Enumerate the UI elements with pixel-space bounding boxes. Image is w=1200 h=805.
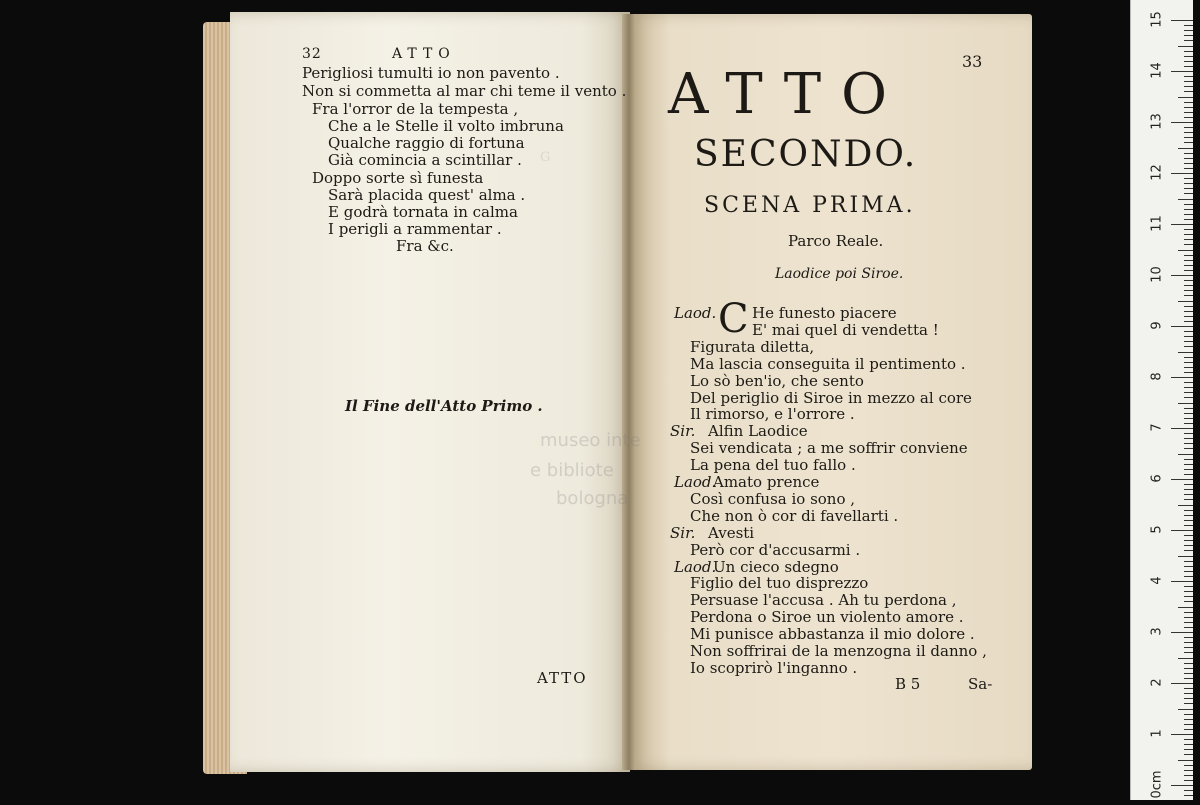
watermark-line1: museo inte (540, 430, 641, 451)
ruler-tick (1178, 301, 1193, 302)
ruler-tick (1184, 714, 1193, 715)
ruler-tick (1184, 66, 1193, 67)
ruler-tick (1184, 535, 1193, 536)
ruler-tick (1184, 739, 1193, 740)
ruler-tick (1184, 117, 1193, 118)
ruler-tick (1184, 280, 1193, 281)
ruler-tick (1184, 306, 1193, 307)
ruler-tick (1184, 357, 1193, 358)
ruler-tick (1184, 790, 1193, 791)
ruler-tick (1171, 275, 1193, 276)
ruler-tick (1178, 250, 1193, 251)
ruler-tick (1178, 556, 1193, 557)
ruler-tick (1184, 362, 1193, 363)
ruler-label: 5 (1149, 525, 1165, 534)
measuring-ruler (1130, 0, 1193, 800)
dialogue-line: Mi punisce abbastanza il mio dolore . (690, 625, 975, 644)
ruler-tick (1184, 51, 1193, 52)
ruler-tick (1184, 346, 1193, 347)
speaker-label: Laod. (674, 557, 717, 576)
ruler-tick (1184, 56, 1193, 57)
ruler-tick (1171, 683, 1193, 684)
ruler-tick (1184, 76, 1193, 77)
scene-setting: Parco Reale. (788, 232, 884, 250)
ruler-tick (1184, 586, 1193, 587)
verse-line: I perigli a rammentar . (328, 220, 502, 238)
dialogue-line: Figlio del tuo disprezzo (690, 574, 869, 593)
ruler-label: 10 (1149, 266, 1165, 283)
ruler-tick (1184, 290, 1193, 291)
ruler-tick (1184, 678, 1193, 679)
ruler-label: 11 (1149, 215, 1165, 232)
ruler-tick (1184, 647, 1193, 648)
dialogue-line: Alfin Laodice (708, 422, 808, 441)
ruler-tick (1184, 244, 1193, 245)
ruler-tick (1184, 459, 1193, 460)
ruler-tick (1184, 397, 1193, 398)
watermark-line2: e bibliote (530, 460, 614, 481)
ruler-tick (1184, 576, 1193, 577)
ruler-tick (1184, 102, 1193, 103)
ruler-tick (1184, 311, 1193, 312)
ruler-tick (1184, 255, 1193, 256)
ruler-label: 14 (1149, 62, 1165, 79)
ruler-tick (1178, 46, 1193, 47)
ruler-tick (1184, 652, 1193, 653)
ruler-tick (1178, 658, 1193, 659)
verse-line: Già comincia a scintillar . (328, 151, 522, 169)
dialogue-line: Però cor d'accusarmi . (690, 540, 861, 559)
ruler-tick (1171, 122, 1193, 123)
left-page-number: 32 (302, 46, 322, 62)
ruler-tick (1184, 754, 1193, 755)
ruler-tick (1178, 454, 1193, 455)
ruler-tick (1184, 515, 1193, 516)
ruler-tick (1184, 724, 1193, 725)
ruler-tick (1184, 25, 1193, 26)
ruler-label: 3 (1149, 627, 1165, 636)
show-through-text: G (540, 150, 551, 165)
ruler-tick (1171, 632, 1193, 633)
dialogue-line: Sei vendicata ; a me soffrir conviene (690, 439, 968, 458)
ruler-tick (1184, 617, 1193, 618)
ruler-tick (1171, 734, 1193, 735)
ruler-tick (1184, 408, 1193, 409)
ruler-tick (1178, 505, 1193, 506)
ruler-tick (1171, 326, 1193, 327)
ruler-tick (1184, 596, 1193, 597)
ruler-tick (1184, 545, 1193, 546)
watermark-line3: bologna (556, 488, 629, 509)
scene-title: SCENA PRIMA. (704, 193, 916, 218)
verse-line: Qualche raggio di fortuna (328, 134, 525, 152)
ruler-tick (1184, 571, 1193, 572)
ruler-tick (1184, 40, 1193, 41)
verse-line: Sarà placida quest' alma . (328, 186, 526, 204)
ruler-tick (1184, 127, 1193, 128)
ruler-label: 2 (1149, 678, 1165, 687)
dialogue-line: Che non ò cor di favellarti . (690, 506, 899, 525)
ruler-label: 4 (1149, 576, 1165, 585)
ruler-tick (1184, 86, 1193, 87)
ruler-tick (1184, 464, 1193, 465)
dialogue-line: Il rimorso, e l'orrore . (690, 405, 855, 424)
left-catchword: ATTO (537, 669, 588, 687)
ruler-tick (1184, 510, 1193, 511)
ruler-tick (1184, 336, 1193, 337)
dialogue-line: Così confusa io sono , (690, 489, 856, 508)
act-subtitle: SECONDO. (694, 134, 918, 175)
dialogue-line: Avesti (708, 523, 755, 542)
ruler-tick (1184, 112, 1193, 113)
ruler-tick (1184, 484, 1193, 485)
ruler-tick (1178, 607, 1193, 608)
ruler-tick (1184, 321, 1193, 322)
ruler-tick (1184, 540, 1193, 541)
ruler-tick (1184, 693, 1193, 694)
ruler-tick (1171, 479, 1193, 480)
ruler-tick (1184, 499, 1193, 500)
ruler-label: 1 (1149, 729, 1165, 738)
ruler-tick (1178, 199, 1193, 200)
ruler-tick (1178, 709, 1193, 710)
dialogue-line: He funesto piacere (752, 304, 897, 322)
dialogue-line: E' mai quel di vendetta ! (752, 320, 939, 339)
ruler-tick (1184, 525, 1193, 526)
speaker-label: Sir. (670, 422, 696, 441)
ruler-tick (1184, 423, 1193, 424)
ruler-label: 8 (1149, 372, 1165, 381)
ruler-tick (1184, 61, 1193, 62)
ruler-label: 13 (1149, 113, 1165, 130)
ruler-tick (1184, 387, 1193, 388)
ruler-tick (1184, 316, 1193, 317)
ruler-tick (1184, 178, 1193, 179)
ruler-tick (1184, 137, 1193, 138)
ruler-tick (1184, 688, 1193, 689)
ruler-tick (1184, 265, 1193, 266)
ruler-tick (1184, 719, 1193, 720)
ruler-tick (1171, 428, 1193, 429)
ruler-tick (1184, 601, 1193, 602)
ruler-label: 7 (1149, 423, 1165, 432)
ruler-tick (1184, 367, 1193, 368)
drop-capital: C (718, 296, 749, 342)
speaker-label: Sir. (670, 523, 696, 542)
ruler-tick (1184, 209, 1193, 210)
ruler-tick (1184, 795, 1193, 796)
ruler-tick (1184, 550, 1193, 551)
ruler-tick (1184, 413, 1193, 414)
act-title: ATTO (668, 62, 908, 127)
ruler-tick (1184, 392, 1193, 393)
ruler-tick (1178, 97, 1193, 98)
ruler-tick (1184, 663, 1193, 664)
ruler-tick (1184, 780, 1193, 781)
dialogue-line: Lo sò ben'io, che sento (690, 371, 864, 390)
ruler-tick (1184, 107, 1193, 108)
ruler-tick (1184, 627, 1193, 628)
ruler-tick (1184, 749, 1193, 750)
ruler-tick (1184, 770, 1193, 771)
ruler-tick (1184, 729, 1193, 730)
ruler-tick (1171, 173, 1193, 174)
left-running-title: ATTO (392, 46, 456, 62)
verse-line: Che a le Stelle il volto imbruna (328, 117, 564, 135)
ruler-tick (1184, 188, 1193, 189)
ruler-tick (1184, 765, 1193, 766)
ruler-tick (1184, 168, 1193, 169)
ruler-tick (1184, 158, 1193, 159)
right-catchword: Sa- (968, 675, 993, 693)
ruler-tick (1184, 443, 1193, 444)
ruler-tick (1184, 642, 1193, 643)
ruler-tick (1171, 530, 1193, 531)
ruler-tick (1184, 142, 1193, 143)
speaker-label: Laod. (674, 304, 717, 322)
ruler-tick (1184, 341, 1193, 342)
ruler-tick (1184, 219, 1193, 220)
dialogue-line: Figurata diletta, (690, 337, 815, 356)
dialogue-line: Perdona o Siroe un violento amore . (690, 608, 964, 627)
ruler-tick (1184, 494, 1193, 495)
ruler-tick (1184, 204, 1193, 205)
ruler-tick (1184, 153, 1193, 154)
ruler-tick (1184, 591, 1193, 592)
ruler-tick (1178, 760, 1193, 761)
ruler-tick (1171, 581, 1193, 582)
dialogue-line: La pena del tuo fallo . (690, 456, 856, 475)
right-page-number: 33 (962, 52, 983, 71)
verse-line: E godrà tornata in calma (328, 203, 518, 221)
ruler-tick (1171, 377, 1193, 378)
ruler-tick (1184, 561, 1193, 562)
ruler-tick (1184, 239, 1193, 240)
ruler-tick (1184, 193, 1193, 194)
ruler-tick (1184, 474, 1193, 475)
ruler-tick (1184, 703, 1193, 704)
ruler-tick (1184, 637, 1193, 638)
ruler-tick (1184, 612, 1193, 613)
ruler-tick (1184, 163, 1193, 164)
ruler-tick (1184, 260, 1193, 261)
ruler-tick (1184, 30, 1193, 31)
ruler-tick (1184, 270, 1193, 271)
ruler-tick (1184, 35, 1193, 36)
verse-line: Fra l'orror de la tempesta , (312, 100, 519, 118)
ruler-tick (1184, 448, 1193, 449)
ruler-tick (1184, 91, 1193, 92)
ruler-tick (1171, 20, 1193, 21)
ruler-tick (1178, 352, 1193, 353)
book-gutter (622, 14, 636, 770)
scene-characters: Laodice poi Siroe. (775, 266, 904, 282)
ruler-tick (1184, 331, 1193, 332)
signature-mark: B 5 (895, 675, 921, 693)
ruler-tick (1171, 785, 1193, 786)
end-of-act-note: Il Fine dell'Atto Primo . (345, 397, 543, 415)
ruler-tick (1184, 438, 1193, 439)
verse-line: Fra &c. (396, 237, 454, 255)
ruler-label: 15 (1149, 11, 1165, 28)
ruler-tick (1184, 285, 1193, 286)
dialogue-line: Io scoprirò l'inganno . (690, 658, 858, 677)
ruler-tick (1184, 214, 1193, 215)
ruler-tick (1171, 71, 1193, 72)
ruler-tick (1184, 234, 1193, 235)
ruler-tick (1184, 132, 1193, 133)
ruler-tick (1171, 224, 1193, 225)
dialogue-line: Non soffrirai de la menzogna il danno , (690, 642, 987, 660)
dialogue-line: Del periglio di Siroe in mezzo al core (690, 388, 972, 407)
ruler-tick (1184, 418, 1193, 419)
ruler-tick (1184, 775, 1193, 776)
ruler-tick (1184, 382, 1193, 383)
ruler-tick (1184, 469, 1193, 470)
ruler-tick (1184, 433, 1193, 434)
ruler-tick (1184, 372, 1193, 373)
verse-line: Doppo sorte sì funesta (312, 169, 484, 187)
dialogue-line: Amato prence (713, 473, 820, 491)
ruler-label: 12 (1149, 164, 1165, 181)
ruler-tick (1184, 295, 1193, 296)
ruler-tick (1184, 566, 1193, 567)
ruler-tick (1184, 81, 1193, 82)
dialogue-line: Ma lascia conseguita il pentimento . (690, 354, 966, 373)
ruler-tick (1184, 520, 1193, 521)
ruler-tick (1184, 698, 1193, 699)
ruler-tick (1184, 489, 1193, 490)
verse-line: Perigliosi tumulti io non pavento . (302, 64, 560, 82)
ruler-label: 6 (1149, 474, 1165, 483)
ruler-tick (1178, 403, 1193, 404)
ruler-label: 0cm (1149, 770, 1165, 799)
ruler-tick (1184, 744, 1193, 745)
ruler-tick (1178, 148, 1193, 149)
ruler-tick (1184, 183, 1193, 184)
dialogue-line: Persuase l'accusa . Ah tu perdona , (690, 591, 957, 610)
ruler-label: 9 (1149, 321, 1165, 330)
verse-line: Non si commetta al mar chi teme il vento . (302, 82, 627, 100)
ruler-tick (1184, 673, 1193, 674)
ruler-tick (1184, 229, 1193, 230)
ruler-tick (1184, 668, 1193, 669)
ruler-tick (1184, 622, 1193, 623)
dialogue-line: Un cieco sdegno (713, 557, 839, 576)
speaker-label: Laod. (674, 473, 717, 491)
